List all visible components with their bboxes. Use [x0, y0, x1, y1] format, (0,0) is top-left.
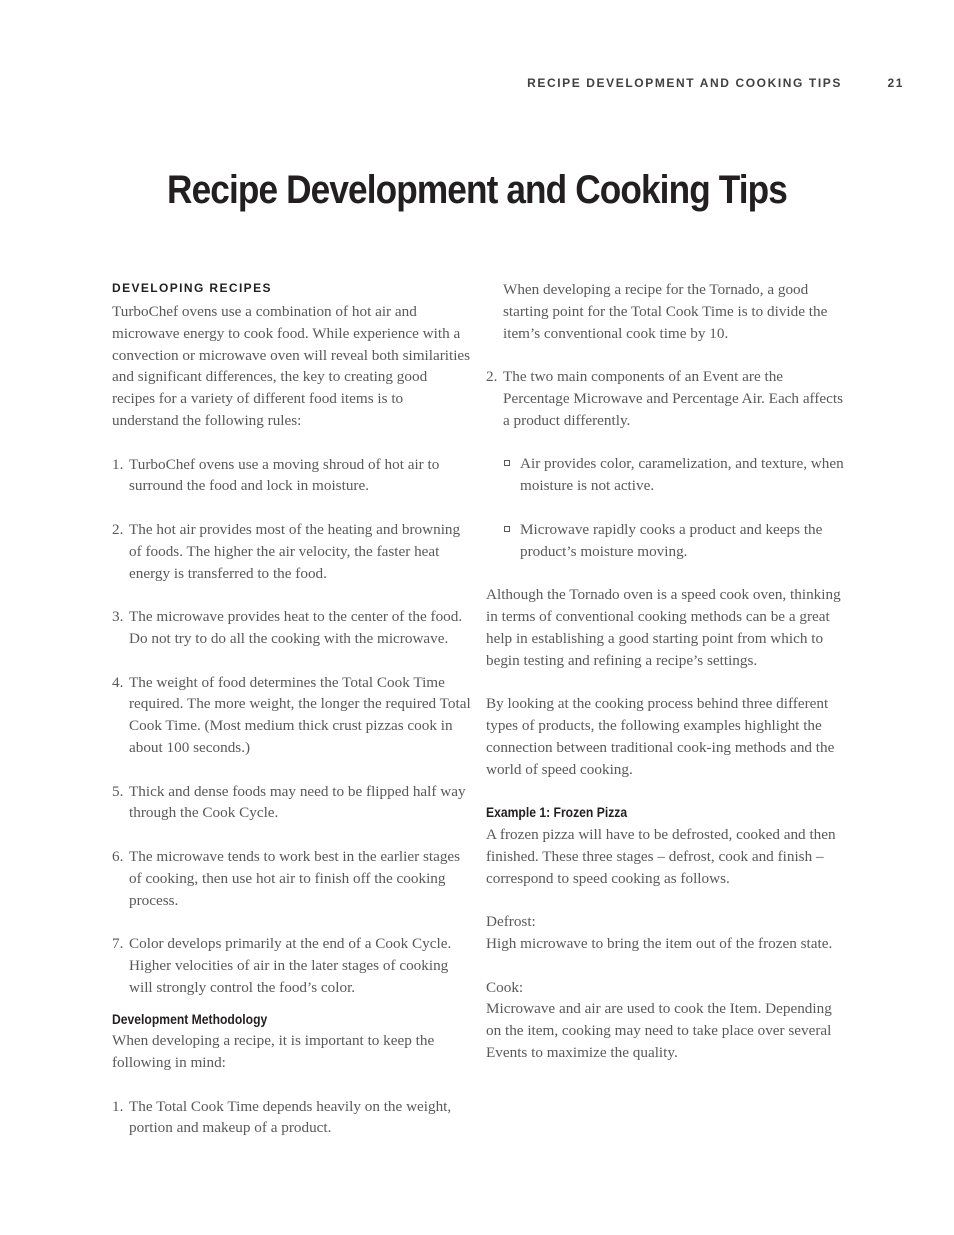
cook-text: Microwave and air are used to cook the Item. Depending on the item, cooking may need to take place over several Events to maximize the quality. [486, 1000, 832, 1061]
bullet-text: Microwave rapidly cooks a product and keeps the product’s moisture moving. [520, 520, 823, 560]
bullet-item-air [486, 453, 846, 497]
square-bullet-icon [504, 460, 510, 466]
running-header-title: RECIPE DEVELOPMENT AND COOKING TIPS [527, 76, 842, 90]
methodology-text: The two main components of an Event are the Percentage Microwave and Percentage Air. Each affects a product differently. [503, 368, 844, 429]
methodology-list [112, 1096, 472, 1140]
bullet-item-microwave [486, 519, 846, 563]
rule-text: TurboChef ovens use a moving shroud of hot air to surround the food and lock in moisture. [129, 455, 440, 495]
example-intro: A frozen pizza will have to be defrosted, cooked and then finished. These three stages – defrost, cook and finish – correspond to speed cooking as follows. [486, 825, 836, 887]
cook-block [486, 977, 846, 1064]
left-column [112, 279, 472, 1139]
rule-number: 3. [112, 608, 124, 626]
rule-number: 4. [112, 673, 124, 691]
defrost-block [486, 911, 846, 955]
bullet-text: Air provides color, caramelization, and texture, when moisture is not active. [520, 455, 844, 495]
methodology-item [112, 1096, 472, 1140]
page-number: 21 [887, 76, 904, 90]
rule-number: 5. [112, 782, 124, 800]
rule-item [112, 519, 472, 584]
rule-item [112, 933, 472, 998]
running-header [0, 76, 904, 94]
paragraph-speed-cook: Although the Tornado oven is a speed cook oven, thinking in terms of conventional cooking methods can be a great help in establishing a good starting point from which to begin testing and refining a recipe’s settings. [486, 586, 841, 669]
right-column [486, 279, 846, 1064]
continued-paragraph: When developing a recipe for the Tornado, a good starting point for the Total Cook Time is to divide the item’s conventional cook time by 10. [503, 281, 828, 342]
defrost-text: High microwave to bring the item out of the frozen state. [486, 934, 833, 952]
defrost-label: Defrost: [486, 913, 536, 931]
rule-number: 6. [112, 847, 124, 865]
methodology-number: 1. [112, 1097, 124, 1115]
rule-text: The microwave tends to work best in the earlier stages of cooking, then use hot air to finish off the cooking process. [129, 847, 461, 909]
rule-text: The weight of food determines the Total Cook Time required. The more weight, the longer the required Total Cook Time. (Most medium thick crust pizzas cook in about 100 seconds.) [129, 673, 471, 756]
methodology-intro: When developing a recipe, it is important to keep the following in mind: [112, 1032, 435, 1072]
rule-text: The hot air provides most of the heating and browning of foods. The higher the air velocity, the faster heat energy is transferred to the food. [129, 520, 461, 582]
section-heading-developing-recipes: DEVELOPING RECIPES [112, 281, 272, 295]
rule-item [112, 606, 472, 650]
rule-item [112, 672, 472, 759]
rule-number: 7. [112, 935, 124, 953]
rule-text: Thick and dense foods may need to be flipped half way through the Cook Cycle. [129, 782, 466, 822]
rule-item [112, 846, 472, 911]
rule-number: 2. [112, 520, 124, 538]
example-heading: Example 1: Frozen Pizza [486, 805, 628, 821]
rule-item [112, 781, 472, 825]
rule-text: The microwave provides heat to the center of the food. Do not try to do all the cooking with the microwave. [129, 608, 463, 647]
rules-list [112, 454, 472, 999]
rule-number: 1. [112, 455, 124, 473]
cook-label: Cook: [486, 978, 524, 996]
rule-text: Color develops primarily at the end of a Cook Cycle. Higher velocities of air in the later stages of cooking will strongly control the food’s color. [129, 935, 452, 996]
page-title: Recipe Development and Cooking Tips [167, 168, 787, 212]
methodology-item-2 [486, 366, 846, 431]
intro-paragraph: TurboChef ovens use a combination of hot air and microwave energy to cook food. While experience with a convection or microwave oven will reveal both similarities and significant differences, the key to creating good recipes for a variety of different food items is to understand the following rules: [112, 303, 471, 429]
methodology-heading: Development Methodology [112, 1011, 268, 1027]
methodology-text: The Total Cook Time depends heavily on the weight, portion and makeup of a product. [129, 1097, 452, 1137]
paragraph-examples: By looking at the cooking process behind three different types of products, the following examples highlight the connection between traditional cook-ing methods and the world of speed cooking. [486, 695, 835, 778]
square-bullet-icon [504, 526, 510, 532]
rule-item [112, 454, 472, 498]
methodology-number: 2. [486, 368, 498, 386]
